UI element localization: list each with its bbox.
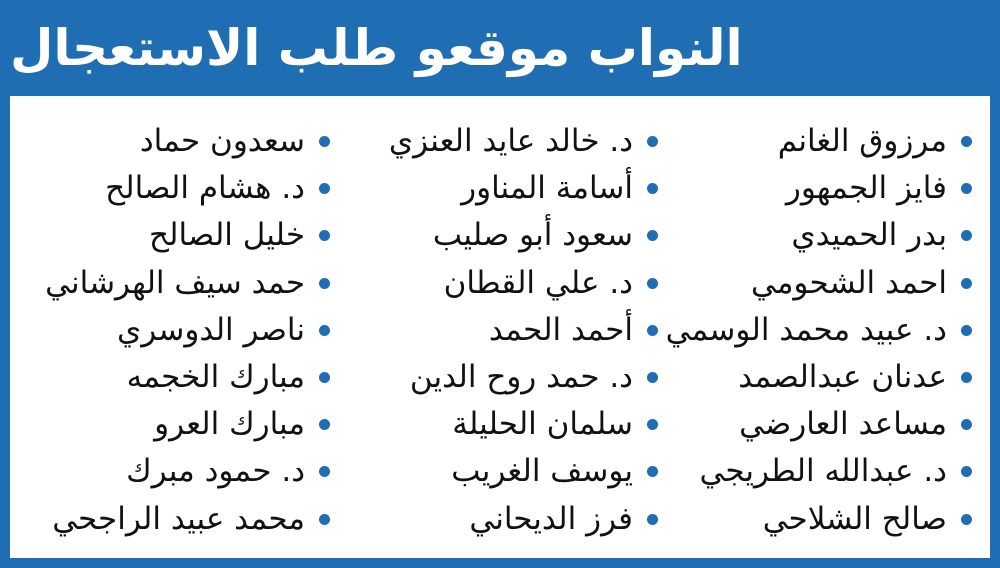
name-list-item [348,448,658,495]
bullet-dot-icon [961,136,972,147]
name-list-item [662,212,972,259]
names-column-2 [348,118,658,543]
member-name: مبارك الخجمه [126,359,305,396]
bullet-dot-icon [319,278,330,289]
member-name: فرز الديحاني [469,500,633,537]
member-name: ناصر الدوسري [117,311,305,348]
bullet-dot-icon [319,325,330,336]
name-list-item [12,448,330,495]
bullet-dot-icon [319,419,330,430]
member-name: احمد الشحومي [750,264,947,301]
name-list-item [12,401,330,448]
name-list-item [348,354,658,401]
names-panel [10,96,990,558]
member-name: د. حمود مبرك [126,453,305,490]
bullet-dot-icon [961,466,972,477]
name-list-item [662,448,972,495]
bullet-dot-icon [647,325,658,336]
name-list-item [348,401,658,448]
bullet-dot-icon [319,183,330,194]
member-name: مبارك العرو [154,406,305,443]
bullet-dot-icon [647,419,658,430]
bullet-dot-icon [319,514,330,525]
name-list-item [12,165,330,212]
name-list-item [662,165,972,212]
member-name: سعود أبو صليب [432,217,633,254]
member-name: مرزوق الغانم [777,123,947,160]
bullet-dot-icon [961,514,972,525]
name-list-item [662,307,972,354]
member-name: د. عبدالله الطريجي [699,453,947,490]
bullet-dot-icon [647,183,658,194]
member-name: يوسف الغريب [451,453,633,490]
page-title: النواب موقعو طلب الاستعجال [10,19,743,77]
bullet-dot-icon [647,466,658,477]
member-name: د. خالد عايد العنزي [388,123,633,160]
member-name: عدنان عبدالصمد [738,359,947,396]
member-name: مساعد العارضي [739,406,947,443]
member-name: سعدون حماد [139,123,305,160]
bullet-dot-icon [961,230,972,241]
bullet-dot-icon [647,230,658,241]
bullet-dot-icon [319,136,330,147]
bullet-dot-icon [319,466,330,477]
name-list-item [12,260,330,307]
member-name: د. علي القطان [443,264,633,301]
member-name: د. هشام الصالح [105,170,305,207]
member-name: صالح الشلاحي [762,500,947,537]
name-list-item [662,401,972,448]
name-list-item [348,165,658,212]
member-name: فايز الجمهور [785,170,947,207]
member-name: محمد عبيد الراجحي [52,500,305,537]
member-name: حمد سيف الهرشاني [45,264,305,301]
bullet-dot-icon [647,278,658,289]
names-columns [10,118,990,558]
name-list-item [12,118,330,165]
name-list-item [12,307,330,354]
name-list-item [12,354,330,401]
name-list-item [348,260,658,307]
member-name: خليل الصالح [149,217,305,254]
bullet-dot-icon [647,372,658,383]
name-list-item [662,354,972,401]
bullet-dot-icon [961,372,972,383]
bullet-dot-icon [319,230,330,241]
bullet-dot-icon [961,278,972,289]
member-name: أحمد الحمد [488,311,633,348]
names-column-3 [12,118,330,543]
name-list-item [662,118,972,165]
bullet-dot-icon [319,372,330,383]
title-bar [10,6,990,90]
member-name: بدر الحميدي [791,217,947,254]
name-list-item [348,496,658,543]
name-list-item [662,260,972,307]
name-list-item [12,496,330,543]
bullet-dot-icon [961,183,972,194]
names-column-1 [662,118,972,543]
bullet-dot-icon [961,419,972,430]
name-list-item [12,212,330,259]
name-list-item [348,212,658,259]
name-list-item [348,307,658,354]
bullet-dot-icon [647,514,658,525]
member-name: سلمان الحليلة [452,406,633,443]
member-name: أسامة المناور [461,170,633,207]
name-list-item [348,118,658,165]
bullet-dot-icon [647,136,658,147]
name-list-item [662,496,972,543]
member-name: د. عبيد محمد الوسمي [665,311,947,348]
bullet-dot-icon [961,325,972,336]
member-name: د. حمد روح الدين [409,359,633,396]
